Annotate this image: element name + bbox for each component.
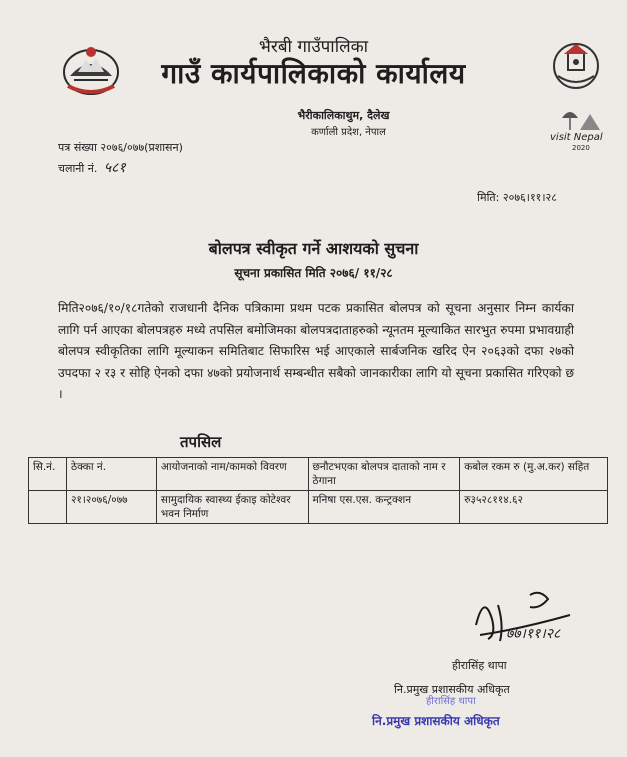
column-header: छनौटभएका बोलपत्र दाताको नाम र ठेगाना — [308, 458, 460, 491]
dispatch-handwritten: ५८१ — [103, 160, 126, 176]
stamp-designation: नि.प्रमुख प्रशासकीय अधिकृत — [372, 714, 500, 728]
notice-title: बोलपत्र स्वीकृत गर्ने आशयको सुचना — [208, 239, 419, 258]
column-header: आयोजनाको नाम/कामको विवरण — [156, 458, 308, 491]
dispatch-number — [58, 158, 126, 177]
letter-number: पत्र संख्या २०७६/०७७(प्रशासन) — [58, 141, 183, 154]
address-line-2: कर्णाली प्रदेश, नेपाल — [311, 127, 386, 138]
address-line-1: भैरीकालिकाथुम, दैलेख — [297, 109, 390, 122]
table-cell: २१।२०७६/०७७ — [66, 491, 156, 524]
notice-subtitle: सूचना प्रकासित मिति २०७६/ ११/२८ — [234, 266, 393, 280]
municipality-name: भैरबी गाउँपालिका — [258, 37, 369, 57]
table-cell — [29, 491, 67, 524]
signer-designation: नि.प्रमुख प्रशासकीय अधिकृत — [394, 683, 510, 696]
column-header: ठेक्का नं. — [66, 458, 156, 491]
office-title: गाउँ कार्यपालिकाको कार्यालय — [161, 57, 466, 90]
table-header-row — [29, 458, 608, 491]
table-cell: रु३५२८११४.६२ — [460, 491, 608, 524]
signature-date: ७७।११।२८ — [506, 626, 561, 642]
column-header: कबोल रकम रु (मु.अ.कर) सहित — [460, 458, 608, 491]
dispatch-label: चलानी नं. — [58, 162, 98, 175]
stamp-name: हीरासिंह थापा — [426, 696, 476, 707]
schedule-heading: तपसिल — [180, 433, 222, 451]
notice-body: मिति२०७६/१०/१८गतेको राजधानी दैनिक पत्रिकामा प्रथम पटक प्रकासित बोलपत्र को सूचना अनुसार निम्न कार्यका लागि पर्न आएका बोलपत्रहरु मध्ये तपसिल बमोजिमका बोलपत्रदाताहरुको न्यूनतम मूल्याकित सारभुत रुपमा प्रभावग्राही बोलपत्र स्वीकृतिका लागि मूल्याकन समितिबाट सिफारिस भई आएकाले सार्बजनिक खरिद ऐन २०६३को दफा २७को उपदफा २ र३ र सोहि ऐनको दफा ४७को प्रयोजनार्थ सम्बन्धीत सबैको जानकारीका लागि यो सूचना प्रकासित गरिएको छ । — [58, 301, 574, 401]
notice-date: मिति: २०७६।११।२८ — [477, 191, 557, 204]
table-row — [29, 491, 608, 524]
table-cell: सामुदायिक स्वास्थ्य ईकाइ कोटेश्वर भवन निर्माण — [156, 491, 308, 524]
signer-name: हीरासिंह थापा — [452, 659, 507, 672]
visit-nepal-year: 2020 — [572, 144, 590, 152]
column-header: सि.नं. — [29, 458, 67, 491]
table-cell: मनिषा एस.एस. कन्ट्रक्शन — [308, 491, 460, 524]
award-table — [28, 457, 608, 524]
signature-scribble — [470, 585, 580, 655]
visit-nepal-text: visit Nepal — [550, 132, 603, 143]
